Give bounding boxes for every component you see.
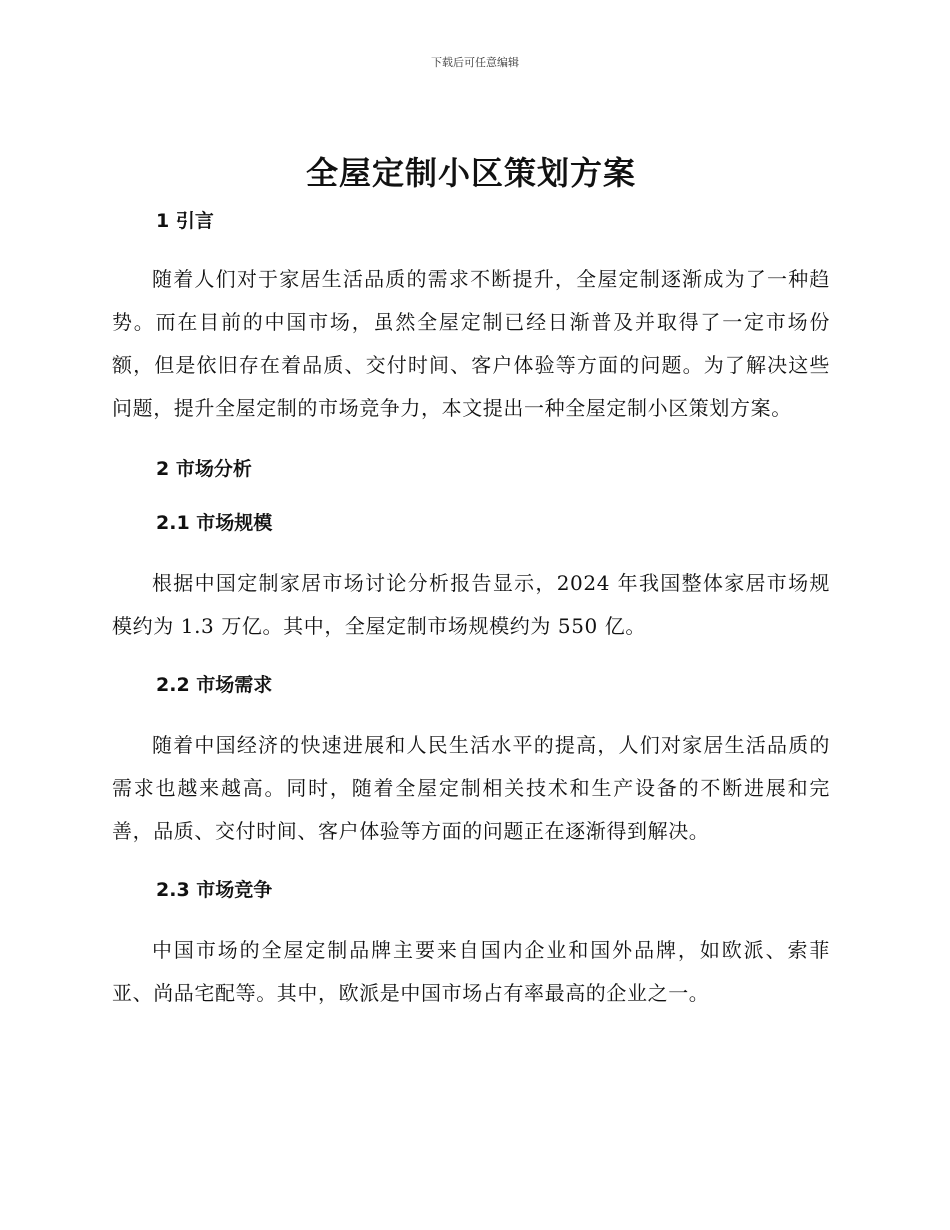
- subsection-heading-market-demand: 2.2 市场需求: [156, 674, 273, 696]
- paragraph-market-demand: 随着中国经济的快速进展和人民生活水平的提高，人们对家居生活品质的需求也越来越高。同时，随着全屋定制相关技术和生产设备的不断进展和完善，品质、交付时间、客户体验等方面的问题正在逐渐得到解决。: [112, 733, 830, 843]
- section-heading-intro: 1 引言: [156, 210, 214, 232]
- paragraph-market-scale: 根据中国定制家居市场讨论分析报告显示，2024 年我国整体家居市场规模约为 1.3 万亿。其中，全屋定制市场规模约为 550 亿。: [112, 571, 830, 638]
- document-title: 全屋定制小区策划方案: [305, 154, 636, 192]
- paragraph-intro: 随着人们对于家居生活品质的需求不断提升，全屋定制逐渐成为了一种趋势。而在目前的中国市场，虽然全屋定制已经日渐普及并取得了一定市场份额，但是依旧存在着品质、交付时间、客户体验等方面的问题。为了解决这些问题，提升全屋定制的市场竞争力，本文提出一种全屋定制小区策划方案。: [112, 267, 830, 420]
- header-note: 下载后可任意编辑: [431, 56, 519, 69]
- subsection-heading-market-scale: 2.1 市场规模: [156, 512, 273, 534]
- document-body: [112, 148, 830, 1015]
- subsection-heading-market-competition: 2.3 市场竞争: [156, 879, 273, 901]
- paragraph-market-competition: 中国市场的全屋定制品牌主要来自国内企业和国外品牌，如欧派、索菲亚、尚品宅配等。其中，欧派是中国市场占有率最高的企业之一。: [112, 938, 830, 1005]
- section-heading-market-analysis: 2 市场分析: [156, 458, 252, 480]
